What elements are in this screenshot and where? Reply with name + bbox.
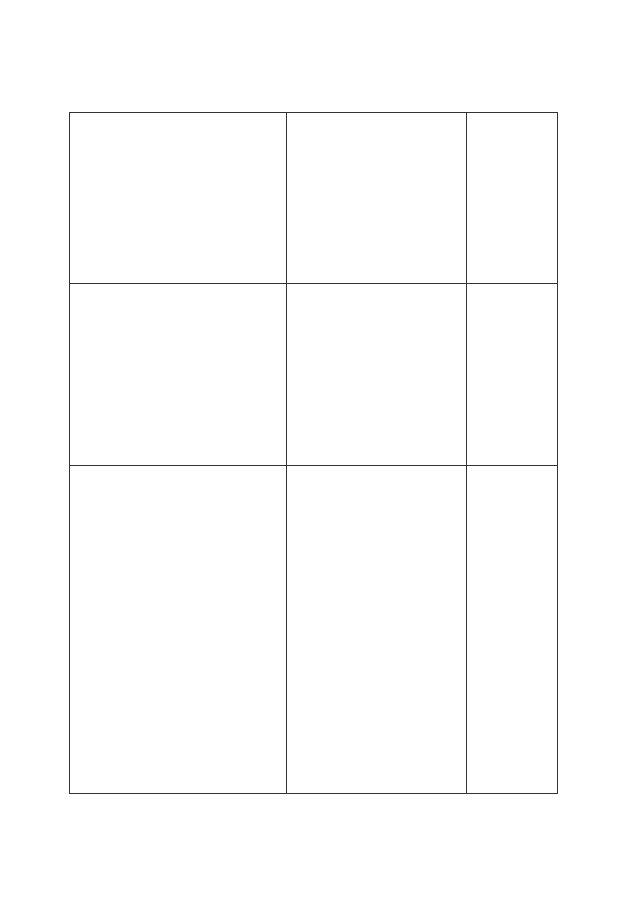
column-divider bbox=[466, 113, 467, 793]
row-divider bbox=[70, 465, 557, 466]
column-divider bbox=[286, 113, 287, 793]
measures-table bbox=[69, 112, 558, 794]
row-divider bbox=[70, 283, 557, 284]
